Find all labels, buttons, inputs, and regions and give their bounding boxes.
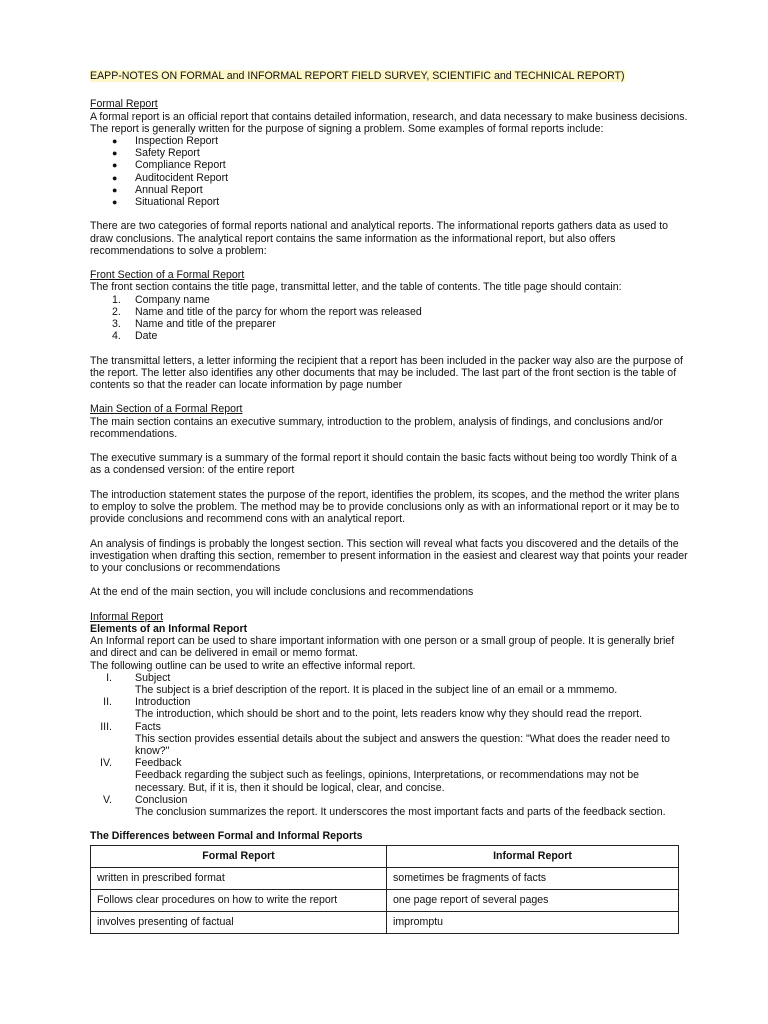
bullet-icon: ● [112,136,118,146]
list-item: ● Compliance Report [112,159,226,172]
bullet-icon: ● [112,160,118,171]
list-item: ● Auditocident Report [112,171,229,184]
informal-outline [90,672,690,818]
executive-summary-paragraph: The executive summary is a summary of the formal report it should contain the basic facts without being too wordly Think of a as a condensed version: of the entire report [90,452,677,477]
table-cell: sometimes be fragments of facts [387,867,679,889]
table-row [91,911,679,933]
outline-item-feedback: IV. Feedback Feedback regarding the subject such as feelings, opinions, Interpretations, or recommendations may not be necessary. But, if it is, then it should be logical, clear, and concise. [100,757,640,794]
table-cell: Follows clear procedures on how to write the report [91,889,387,911]
column-header: Informal Report [387,845,679,867]
analysis-paragraph: An analysis of findings is probably the longest section. This section will reveal what facts you discovered and the details of the investigation when drafting this section, remember to present information in the easiest and clearest way that points your reader to your conclusions or recommendations [90,537,688,574]
list-item: ● Annual Report [112,183,203,196]
table-cell: involves presenting of factual [91,911,387,933]
list-item: ● Situational Report [112,196,220,209]
differences-heading: The Differences between Formal and Informal Reports [90,830,363,843]
table-row [91,867,679,889]
formal-report-examples [90,135,690,208]
table-cell: impromptu [387,911,679,933]
list-item: 1. Company name [112,293,210,306]
outline-item-conclusion: V. Conclusion The conclusion summarizes the report. It underscores the most important facts and parts of the feedback section. [102,793,666,819]
outline-item-subject: I. Subject The subject is a brief description of the report. It is placed in the subject line of an email or a mmmemo. [106,671,618,696]
list-item: 2. Name and title of the parcy for whom the report was released [112,305,422,318]
informal-intro: An Informal report can be used to share important information with one person or a small group of people. It is generally brief and direct and can be delivered in email or memo format. [90,635,675,660]
front-section-heading: Front Section of a Formal Report [90,269,245,282]
formal-report-intro: A formal report is an official report that contains detailed information, research, and data necessary to make business decisions. The report is generally written for the purpose of signing a problem. Some examples of formal reports include: [90,110,688,135]
transmittal-paragraph: The transmittal letters, a letter informing the recipient that a report has been included in the packer way also are the purpose of the report. The letter also identifies any other documents that may be included. The last part of the front section is the table of contents so that the reader can locate information by page number [90,354,683,392]
outline-item-introduction: II. Introduction The introduction, which should be short and to the point, lets readers know why they should read the rreport. [103,696,643,721]
front-section-intro: The front section contains the title page, transmittal letter, and the table of contents. The title page should contain: [90,281,622,294]
bullet-icon: ● [112,172,118,183]
list-item: 4. Date [112,330,158,343]
informal-outline-intro: The following outline can be used to write an effective informal report. [90,659,416,672]
bullet-icon: ● [112,184,118,195]
informal-elements-heading: Elements of an Informal Report [90,622,248,635]
outline-item-facts: III. Facts This section provides essential details about the subject and answers the question: "What does the reader need to know?" [100,720,670,758]
main-section-heading: Main Section of a Formal Report [90,403,243,416]
differences-table [90,845,679,934]
table-header-row [91,845,679,867]
table-cell: one page report of several pages [387,889,679,911]
main-section-intro: The main section contains an executive summary, introduction to the problem, analysis of findings, and conclusions and/or recommendations. [90,415,663,440]
informal-report-heading: Informal Report [90,610,164,623]
introduction-paragraph: The introduction statement states the purpose of the report, identifies the problem, its scopes, and the method the writer plans to employ to solve the problem. The method may be to provide conclusions only as with an informational report or it may be to provide conclusions and recommend cons with an analytical report. [90,488,680,526]
table-cell: written in prescribed format [91,867,387,889]
main-section-end: At the end of the main section, you will include conclusions and recommendations [90,586,474,599]
list-item: ● Safety Report [112,147,200,160]
list-item: ● Inspection Report [112,135,219,147]
bullet-icon: ● [112,197,118,208]
title-page-items [90,294,690,343]
list-item: 3. Name and title of the preparer [112,318,276,331]
column-header: Formal Report [91,845,387,867]
formal-categories-paragraph: There are two categories of formal reports national and analytical reports. The informational reports gathers data as used to draw conclusions. The analytical report contains the same information as the informational report, but also offers recommendations to solve a problem: [90,220,669,257]
document-page [90,70,690,934]
formal-report-heading: Formal Report [90,98,158,111]
table-row [91,889,679,911]
document-title: EAPP-NOTES ON FORMAL and INFORMAL REPORT FIELD SURVEY, SCIENTIFIC and TECHNICAL REPORT) [90,70,625,82]
bullet-icon: ● [112,148,118,159]
